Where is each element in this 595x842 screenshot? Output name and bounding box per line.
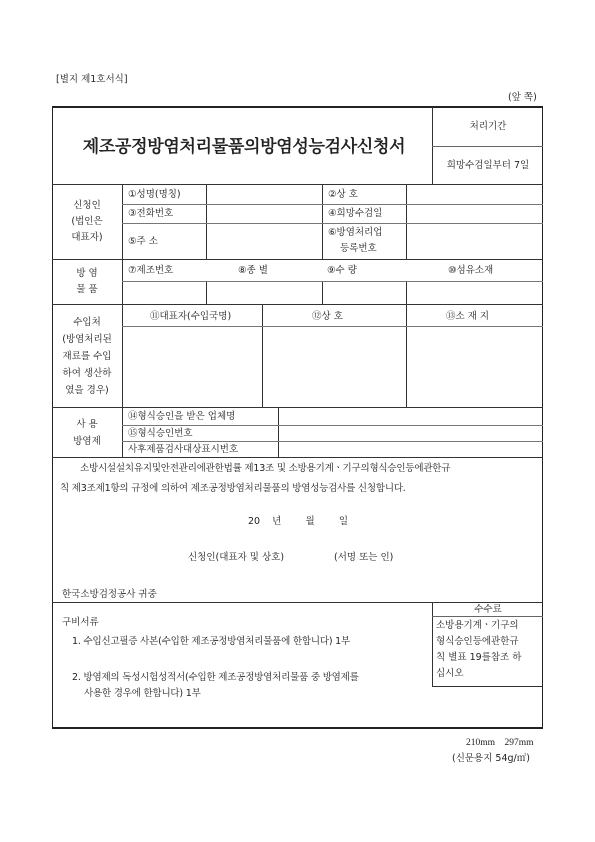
flame-reg-label: ⑥방염처리업: [328, 227, 383, 238]
statement-line-2: 칙 제3조제1항의 규정에 의하여 제조공정방염처리물품의 방염성능검사를 신청합니다.: [60, 483, 406, 494]
importer-trade-label: ⑫상 호: [312, 311, 343, 322]
signer-label: 신청인(대표자 및 상호): [188, 552, 285, 563]
applicant-name-field[interactable]: [207, 186, 321, 203]
paper-spec: (신문용지 54g/㎡): [452, 753, 530, 764]
fee-line: 십시오: [436, 668, 464, 679]
fee-line: 칙 별표 19를참조 하: [436, 652, 522, 663]
agent-label-line: 방염제: [73, 435, 101, 447]
applicant-name-label: ①성명(명칭): [128, 189, 181, 200]
importer-label-line: 수입처: [73, 316, 101, 328]
trade-name-label: ②상 호: [328, 189, 358, 200]
document-item-2-cont: 사용한 경우에 한합니다) 1부: [84, 688, 201, 699]
quantity-field[interactable]: [323, 282, 405, 303]
importer-label-line: (방염처리된: [62, 333, 112, 345]
agent-approval-label: ⑮형식승인번호: [128, 428, 193, 439]
applicant-label-line: 대표자): [71, 232, 103, 243]
fiber-label: ⑩섬유소재: [448, 265, 494, 276]
desired-date-field[interactable]: [407, 205, 542, 222]
applicant-label-line: (법인은: [71, 216, 103, 227]
agent-company-label: ⑭형식승인을 받은 업체명: [128, 411, 236, 422]
applicant-label-line: 신청인: [73, 200, 101, 211]
fee-line: 형식승인등에관한규: [436, 636, 519, 647]
fee-line: 소방용기계ㆍ기구의: [436, 620, 519, 631]
desired-date-label: ④희망수검일: [328, 208, 383, 219]
addressee: 한국소방검정공사 귀중: [62, 589, 157, 600]
type-label: ⑧종 별: [238, 265, 268, 276]
processing-period-label: 처리기간: [469, 121, 507, 132]
statement-line-1: 소방시설설치유지및안전관리에관한법률 제13조 및 소방용기계ㆍ기구의형식승인등에관한규: [80, 463, 451, 474]
importer-rep-field[interactable]: [123, 327, 261, 406]
documents-title: 구비서류: [62, 617, 99, 628]
importer-label-line: 하여 생산하: [62, 367, 112, 379]
phone-label: ③전화번호: [128, 208, 174, 219]
address-field[interactable]: [207, 224, 321, 258]
application-date: 20 년 월 일: [248, 516, 349, 527]
fee-title: 수수료: [474, 604, 502, 615]
importer-label-line: 였을 경우): [65, 384, 109, 396]
importer-address-label: ⑬소 재 지: [446, 311, 490, 322]
goods-label-line: 물 품: [76, 284, 98, 295]
fiber-field[interactable]: [407, 282, 542, 303]
importer-trade-field[interactable]: [263, 327, 405, 406]
trade-name-field[interactable]: [407, 186, 542, 203]
importer-address-field[interactable]: [407, 327, 542, 406]
goods-label-line: 방 염: [76, 268, 98, 279]
goods-section-label: [52, 260, 122, 304]
quantity-label: ⑨수 량: [327, 265, 357, 276]
document-item-1: 1. 수입신고필증 사본(수입한 제조공정방염처리물품에 한합니다) 1부: [72, 636, 350, 647]
fee-description: [436, 618, 542, 682]
signature-field[interactable]: [430, 546, 530, 566]
mfg-no-field[interactable]: [123, 282, 205, 303]
document-item-2: 2. 방염제의 독성시험성적서(수입한 제조공정방염처리물품 중 방염제를: [72, 672, 359, 683]
flame-reg-label-2: 등록번호: [340, 243, 377, 254]
mfg-no-label: ⑦제조번호: [128, 265, 174, 276]
paper-size: 210mm 297mm: [466, 738, 534, 748]
agent-label-line: 사 용: [76, 418, 98, 430]
type-field[interactable]: [207, 282, 321, 303]
agent-post-field[interactable]: [279, 442, 542, 456]
agent-post-label: 사후제품검사대상표시번호: [128, 444, 239, 455]
processing-period-value: 희망수검일부터 7일: [446, 160, 530, 171]
importer-rep-label: ⑪대표자(수입국명): [150, 311, 232, 322]
agent-company-field[interactable]: [279, 409, 542, 424]
form-title: 제조공정방염처리물품의방염성능검사신청서: [82, 137, 406, 157]
agent-approval-field[interactable]: [279, 426, 542, 440]
applicant-section-label: [52, 185, 122, 259]
agent-section-label: [52, 408, 122, 457]
address-label: ⑤주 소: [128, 236, 158, 247]
page-side-label: (앞 쪽): [508, 92, 537, 103]
phone-field[interactable]: [207, 205, 321, 222]
importer-label-line: 재료를 수입: [62, 350, 112, 362]
flame-reg-field[interactable]: [407, 224, 542, 258]
form-number: [별지 제1호서식]: [56, 74, 128, 85]
signature-label: (서명 또는 인): [334, 552, 394, 563]
importer-section-label: [52, 305, 122, 407]
